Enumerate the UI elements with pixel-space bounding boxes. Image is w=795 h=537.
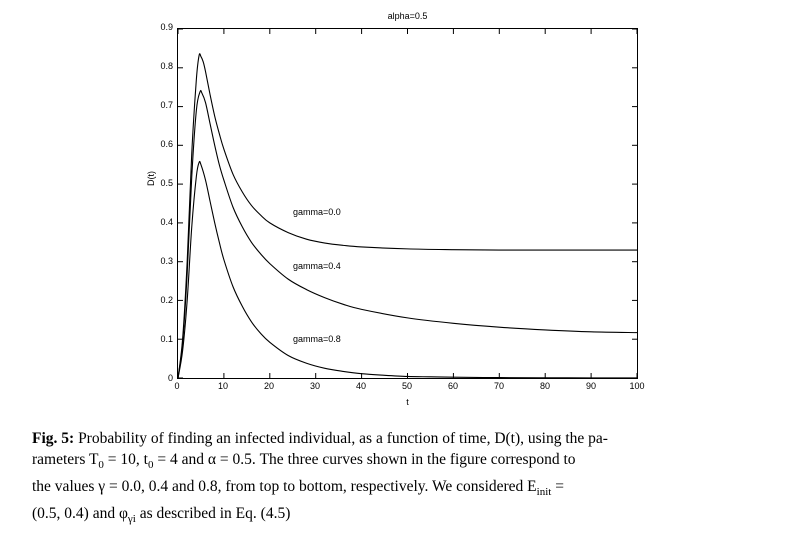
- x-axis-label: t: [406, 397, 409, 407]
- caption-line2-sub2: 0: [147, 459, 154, 472]
- curve-gamma-08: [178, 161, 637, 378]
- annotation-gamma-04: gamma=0.4: [293, 261, 341, 271]
- x-tick-1: 10: [217, 381, 228, 391]
- tick-marks: [178, 29, 637, 378]
- caption-label: Fig. 5:: [32, 430, 75, 447]
- y-tick-3: 0.3: [160, 256, 173, 266]
- annotation-gamma-0: gamma=0.0: [293, 207, 341, 217]
- caption-line4-a: (0.5, 0.4) and φ: [32, 505, 128, 523]
- caption-line2-c: = 4 and α = 0.5. The three curves shown in the figure correspond to: [153, 451, 576, 468]
- chart-curves: [178, 29, 637, 378]
- caption-line2-b: = 10, t: [103, 451, 148, 468]
- x-tick-9: 90: [585, 381, 596, 391]
- y-axis-label: D(t): [146, 171, 156, 186]
- y-tick-8: 0.8: [160, 61, 173, 71]
- x-tick-7: 70: [493, 381, 504, 391]
- y-tick-6: 0.6: [160, 139, 173, 149]
- x-tick-8: 80: [539, 381, 550, 391]
- curve-gamma-04: [178, 90, 637, 378]
- x-tick-5: 50: [401, 381, 412, 391]
- y-tick-4: 0.4: [160, 217, 173, 227]
- x-tick-6: 60: [447, 381, 458, 391]
- caption-line3-sub: init: [536, 486, 552, 499]
- caption-line3-end: =: [551, 478, 564, 496]
- caption-line2-sub1: 0: [98, 459, 104, 472]
- annotation-gamma-08: gamma=0.8: [293, 334, 341, 344]
- caption-line2-a: rameters T: [32, 451, 99, 468]
- y-tick-5: 0.5: [160, 178, 173, 188]
- caption-line3: the values γ = 0.0, 0.4 and 0.8, from top to bottom, respectively. We considered E: [32, 478, 537, 496]
- x-tick-3: 30: [309, 381, 320, 391]
- y-tick-0: 0: [167, 373, 173, 383]
- caption-line1: Probability of finding an infected individual, as a function of time, D(t), using the pa-: [74, 430, 608, 447]
- chart-title: alpha=0.5: [387, 11, 428, 21]
- caption-line4-b: as described in Eq. (4.5): [135, 505, 291, 523]
- y-tick-9: 0.9: [160, 22, 173, 32]
- y-axis-tick-labels: [143, 22, 173, 383]
- y-tick-2: 0.2: [160, 295, 173, 305]
- plot-area: [177, 28, 638, 379]
- y-tick-1: 0.1: [160, 334, 173, 344]
- x-tick-0: 0: [174, 381, 180, 391]
- x-axis-tick-labels: [174, 381, 645, 396]
- x-tick-4: 40: [355, 381, 366, 391]
- x-tick-2: 20: [263, 381, 274, 391]
- x-tick-10: 100: [629, 381, 645, 391]
- y-tick-7: 0.7: [160, 100, 173, 110]
- curve-gamma-0: [178, 54, 637, 378]
- caption-line4-sub: γi: [127, 513, 136, 526]
- figure-caption: [32, 428, 770, 530]
